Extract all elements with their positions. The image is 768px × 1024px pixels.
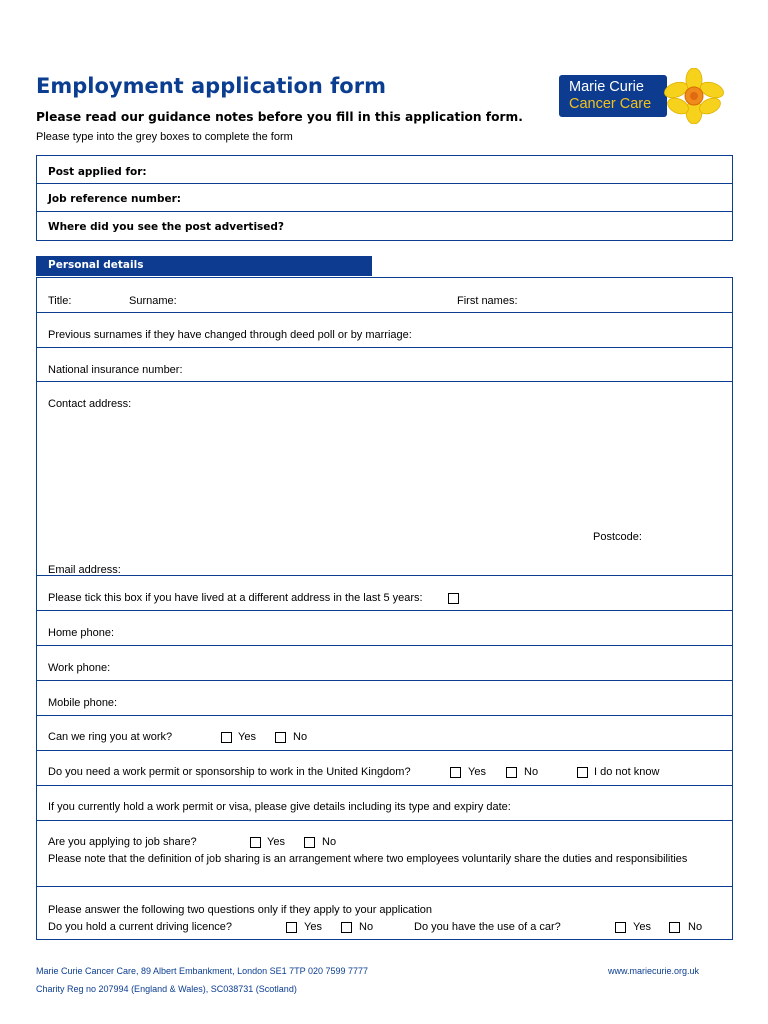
job-share-label: Are you applying to job share? [48,836,197,848]
driving-intro: Please answer the following two questions only if they apply to your application [48,904,433,916]
marie-curie-logo [559,71,725,121]
daffodil-icon [662,68,726,124]
contact-address-label: Contact address: [48,398,132,410]
work-permit-dont-know-label: I do not know [594,766,660,778]
work-phone-label: Work phone: [48,662,111,674]
different-address-checkbox[interactable] [448,593,459,604]
ring-at-work-row [37,716,732,751]
work-phone-row[interactable] [37,646,732,681]
different-address-row [37,576,732,611]
footer-address: Marie Curie Cancer Care, 89 Albert Embankment, London SE1 7TP 020 7599 7777 [36,966,369,976]
guidance-note: Please read our guidance notes before you fill in this application form. [36,110,523,124]
use-of-car-no-label: No [688,921,703,933]
work-permit-label: Do you need a work permit or sponsorship to work in the United Kingdom? [48,766,411,778]
use-of-car-yes-label: Yes [633,921,651,933]
ring-at-work-label: Can we ring you at work? [48,731,173,743]
job-reference-label: Job reference number: [48,193,181,205]
job-reference-row[interactable] [37,184,732,212]
where-advertised-row[interactable] [37,212,732,240]
post-applied-label: Post applied for: [48,166,147,178]
post-applied-row[interactable] [37,156,732,184]
driving-row [37,887,732,939]
ring-at-work-yes-label: Yes [238,731,256,743]
driving-licence-no-checkbox[interactable] [341,922,352,933]
job-share-yes-checkbox[interactable] [250,837,261,848]
ni-number-label: National insurance number: [48,364,183,376]
form-instruction: Please type into the grey boxes to complete the form [36,131,293,143]
use-of-car-yes-checkbox[interactable] [615,922,626,933]
work-permit-no-label: No [524,766,539,778]
ring-at-work-no-label: No [293,731,308,743]
mobile-phone-label: Mobile phone: [48,697,118,709]
personal-details-box [36,277,733,940]
personal-details-heading-text: Personal details [48,259,144,271]
work-permit-dont-know-checkbox[interactable] [577,767,588,778]
ni-number-row[interactable] [37,348,732,382]
home-phone-label: Home phone: [48,627,115,639]
logo-line-2: Cancer Care [569,96,652,112]
postcode-label: Postcode: [593,531,642,543]
job-share-yes-label: Yes [267,836,285,848]
title-label: Title: [48,295,72,307]
surname-label: Surname: [129,295,177,307]
where-advertised-label: Where did you see the post advertised? [48,221,285,233]
logo-line-1: Marie Curie [569,79,644,95]
work-permit-no-checkbox[interactable] [506,767,517,778]
job-share-note: Please note that the definition of job sharing is an arrangement where two employees voluntarily share the duties and responsibilities [48,853,688,865]
driving-licence-yes-checkbox[interactable] [286,922,297,933]
page-title: Employment application form [36,74,386,98]
work-permit-yes-checkbox[interactable] [450,767,461,778]
permit-details-label: If you currently hold a work permit or visa, please give details including its type and expiry date: [48,801,511,813]
driving-licence-label: Do you hold a current driving licence? [48,921,233,933]
use-of-car-label: Do you have the use of a car? [414,921,561,933]
ring-at-work-no-checkbox[interactable] [275,732,286,743]
permit-details-row[interactable] [37,786,732,821]
footer-charity: Charity Reg no 207994 (England & Wales), SC038731 (Scotland) [36,984,297,994]
work-permit-row [37,751,732,786]
mobile-phone-row[interactable] [37,681,732,716]
job-share-row [37,821,732,887]
different-address-label: Please tick this box if you have lived at a different address in the last 5 years: [48,592,423,604]
home-phone-row[interactable] [37,611,732,646]
footer-website[interactable]: www.mariecurie.org.uk [608,966,700,976]
name-row [37,278,732,313]
use-of-car-no-checkbox[interactable] [669,922,680,933]
job-share-no-label: No [322,836,337,848]
email-label: Email address: [48,564,121,576]
personal-details-heading [36,256,372,276]
previous-surnames-label: Previous surnames if they have changed through deed poll or by marriage: [48,329,412,341]
post-details-box [36,155,733,241]
ring-at-work-yes-checkbox[interactable] [221,732,232,743]
work-permit-yes-label: Yes [468,766,486,778]
previous-surnames-row[interactable] [37,313,732,348]
job-share-no-checkbox[interactable] [304,837,315,848]
driving-licence-yes-label: Yes [304,921,322,933]
contact-address-row[interactable] [37,382,732,576]
first-names-label: First names: [457,295,518,307]
driving-licence-no-label: No [359,921,374,933]
